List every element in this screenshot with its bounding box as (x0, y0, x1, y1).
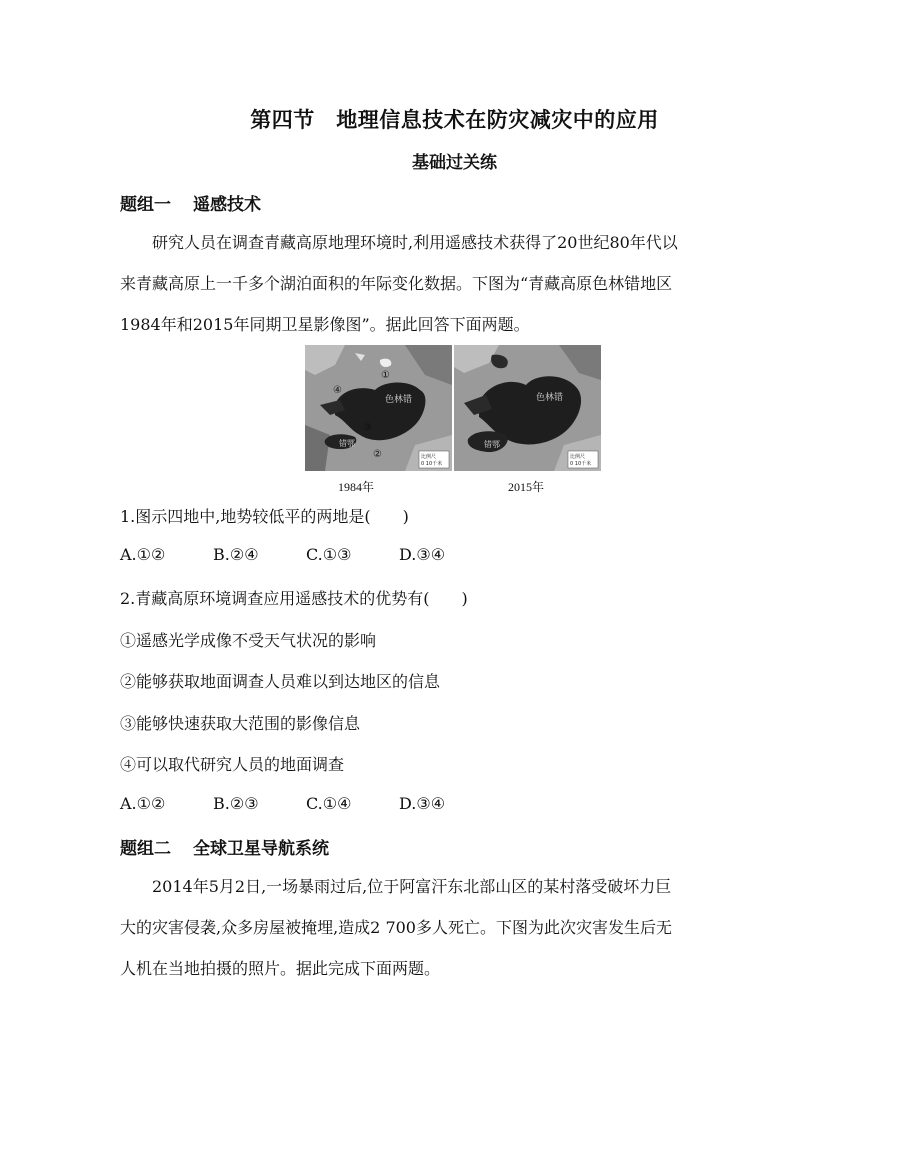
q2-item-3: ③能够快速获取大范围的影像信息 (120, 714, 361, 733)
scale-label: 比例尺 (421, 454, 437, 460)
group1-label: 题组一 (120, 195, 171, 215)
page-title: 第四节 地理信息技术在防灾减灾中的应用 (250, 108, 659, 132)
q1-stem: 1.图示四地中,地势较低平的两地是( ) (120, 507, 409, 526)
group2-label: 题组二 (120, 839, 171, 859)
intro2-line: 2014年5月2日,一场暴雨过后,位于阿富汗东北部山区的某村落受破坏力巨 (152, 877, 672, 896)
q2-option-b: B.②③ (213, 794, 259, 813)
scale-value: 0 10千米 (421, 461, 443, 467)
q1-option-a: A.①② (120, 545, 166, 564)
intro2-line: 人机在当地拍摄的照片。据此完成下面两题。 (120, 959, 441, 978)
q2-stem: 2.青藏高原环境调查应用遥感技术的优势有( ) (120, 589, 468, 608)
marker-4: ④ (333, 385, 342, 396)
q2-options (120, 794, 445, 813)
group1-heading (120, 190, 261, 215)
intro1-line: 研究人员在调查青藏高原地理环境时,利用遥感技术获得了20世纪80年代以 (152, 233, 678, 252)
q2-option-d: D.③④ (399, 794, 446, 813)
caption-1984: 1984年 (338, 480, 375, 494)
q2-option-c: C.①④ (306, 794, 352, 813)
intro2-line: 大的灾害侵袭,众多房屋被掩埋,造成2 700多人死亡。下图为此次灾害发生后无 (120, 918, 672, 937)
lake2-label: 错鄂 (339, 439, 355, 448)
caption-2015: 2015年 (508, 480, 545, 494)
lake-label: 色林错 (385, 395, 413, 405)
satellite-image-1984 (305, 345, 452, 471)
intro1-line: 1984年和2015年同期卫星影像图”。据此回答下面两题。 (120, 315, 530, 334)
q1-options (120, 545, 445, 564)
q2-item-4: ④可以取代研究人员的地面调查 (120, 755, 345, 774)
lake2-label: 错鄂 (484, 440, 500, 449)
intro1-line: 来青藏高原上一千多个湖泊面积的年际变化数据。下图为“青藏高原色林错地区 (120, 274, 673, 293)
q2-item-1: ①遥感光学成像不受天气状况的影响 (120, 631, 377, 650)
group2-name: 全球卫星导航系统 (193, 839, 329, 859)
marker-2: ② (373, 449, 382, 460)
q2-item-2: ②能够获取地面调查人员难以到达地区的信息 (120, 672, 441, 691)
section-subtitle: 基础过关练 (412, 153, 497, 173)
intro2-paragraph (120, 866, 790, 989)
scale-label: 比例尺 (570, 454, 586, 460)
q1-option-d: D.③④ (399, 545, 446, 564)
q1-option-c: C.①③ (306, 545, 352, 564)
satellite-image-2015 (454, 345, 601, 471)
scale-value: 0 10千米 (570, 461, 592, 467)
satellite-figure (305, 345, 601, 473)
group2-heading (120, 834, 329, 859)
intro1-paragraph (120, 222, 790, 345)
marker-1: ① (381, 370, 390, 381)
group1-name: 遥感技术 (193, 195, 261, 215)
q2-option-a: A.①② (120, 794, 166, 813)
marker-3: ③ (363, 422, 372, 433)
q1-option-b: B.②④ (213, 545, 259, 564)
lake-label: 色林错 (536, 393, 564, 403)
